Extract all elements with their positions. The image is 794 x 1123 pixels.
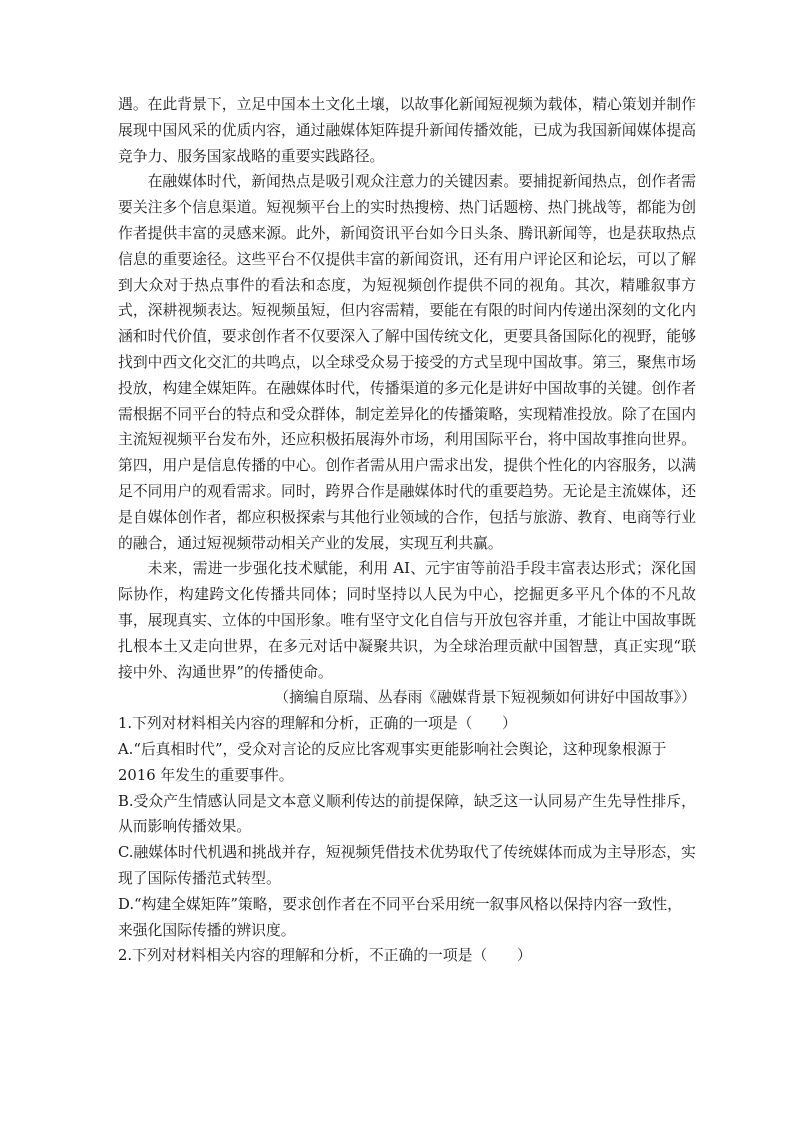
option-c: C.融媒体时代机遇和挑战并存，短视频凭借技术优势取代了传统媒体而成为主导形态，实现了国际传播范式转型。 — [118, 844, 696, 887]
option-b: B.受众产生情感认同是文本意义顺利传达的前提保障，缺乏这一认同易产生先导性排斥，从而影响传播效果。 — [118, 792, 696, 836]
option-a: A.“后真相时代”，受众对言论的反应比客观事实更能影响社会舆论，这种现象根源于 2016 年发生的重要事件。 — [118, 740, 667, 784]
question-1 — [118, 711, 696, 943]
question-stem: 1.下列对材料相关内容的理解和分析，正确的一项是（ ） — [118, 715, 517, 733]
option-d: D.“构建全媒矩阵”策略，要求创作者在不同平台采用统一叙事风格以保持内容一致性，来强化国际传播的辨识度。 — [118, 895, 682, 939]
passage-paragraph-3: 未来，需进一步强化技术赋能，利用 AI、元宇宙等前沿手段丰富表达形式；深化国际协作，构建跨文化传播共同体；同时坚持以人民为中心，挖掘更多平凡个体的不凡故事，展现真实、立体的中国形象。唯有坚守文化自信与开放包容并重，才能让中国故事既扎根本土又走向世界，在多元对话中凝聚共识，为全球治理贡献中国智慧，真正实现“联接中外、沟通世界”的传播使命。 — [118, 560, 696, 681]
passage-paragraph-2: 在融媒体时代，新闻热点是吸引观众注意力的关键因素。要捕捉新闻热点，创作者需要关注多个信息渠道。短视频平台上的实时热搜榜、热门话题榜、热门挑战等，都能为创作者提供丰富的灵感来源。此外，新闻资讯平台如今日头条、腾讯新闻等，也是获取热点信息的重要途径。这些平台不仅提供丰富的新闻资讯，还有用户评论区和论坛，可以了解到大众对于热点事件的看法和态度，为短视频创作提供不同的视角。其次，精雕叙事方式，深耕视频表达。短视频虽短，但内容需精，要能在有限的时间内传递出深刻的文化内涵和时代价值，要求创作者不仅要深入了解中国传统文化，更要具备国际化的视野，能够找到中西文化交汇的共鸣点，以全球受众易于接受的方式呈现中国故事。第三，聚焦市场投放，构建全媒矩阵。在融媒体时代，传播渠道的多元化是讲好中国故事的关键。创作者需根据不同平台的特点和受众群体，制定差异化的传播策略，实现精准投放。除了在国内主流短视频平台发布外，还应积极拓展海外市场，利用国际平台，将中国故事推向世界。第四，用户是信息传播的中心。创作者需从用户需求出发，提供个性化的内容服务，以满足不同用户的观看需求。同时，跨界合作是融媒体时代的重要趋势。无论是主流媒体，还是自媒体创作者，都应积极探索与其他行业领域的合作，包括与旅游、教育、电商等行业的融合，通过短视频带动相关产业的发展，实现互利共赢。 — [118, 173, 696, 552]
document-page — [118, 92, 696, 969]
question-2 — [118, 943, 696, 969]
passage-paragraph-1: 遇。在此背景下，立足中国本土文化土壤，以故事化新闻短视频为载体，精心策划并制作展现中国风采的优质内容，通过融媒体矩阵提升新闻传播效能，已成为我国新闻媒体提高竞争力、服务国家战略的重要实践路径。 — [118, 96, 696, 165]
question-stem: 2.下列对材料相关内容的理解和分析，不正确的一项是（ ） — [118, 947, 532, 965]
passage-source: （摘编自原瑞、丛春雨《融媒背景下短视频如何讲好中国故事》） — [274, 689, 696, 707]
